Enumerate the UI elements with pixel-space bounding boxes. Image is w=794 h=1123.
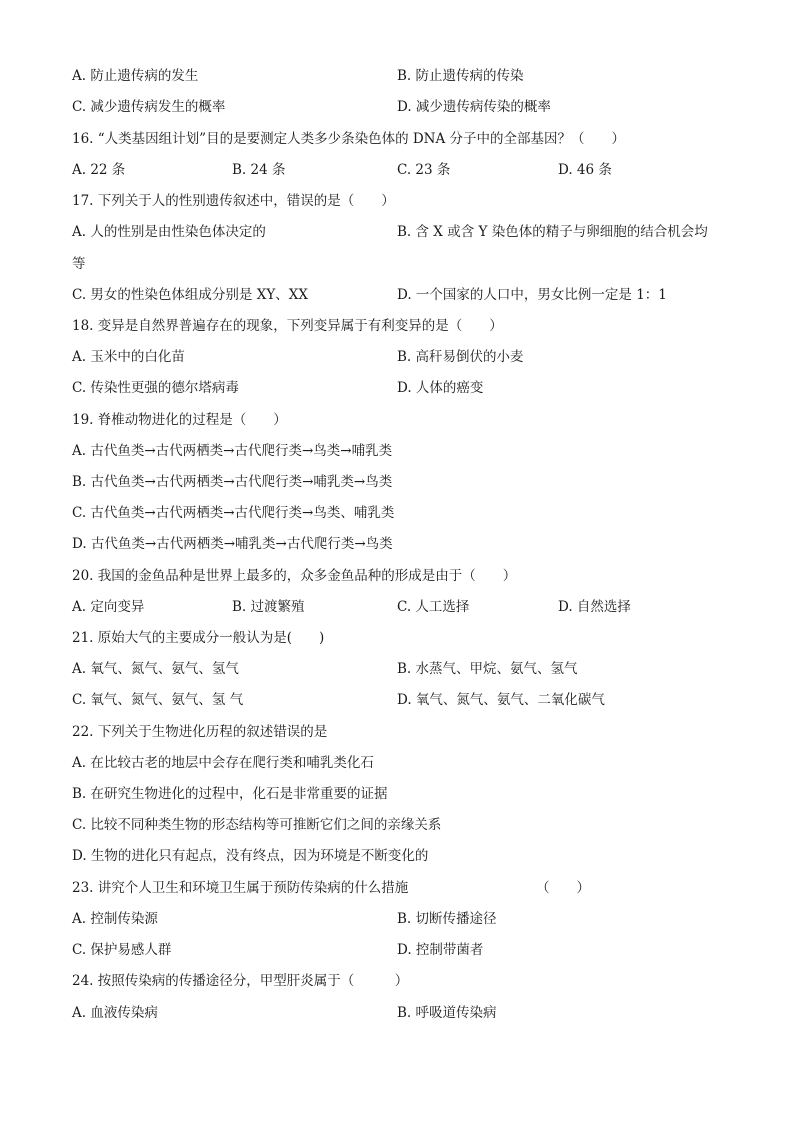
q21-option-c: C. 氧气、氮气、氨气、氢 气 xyxy=(72,692,244,708)
q15-option-a: A. 防止遗传病的发生 xyxy=(72,68,199,84)
q17-option-b: B. 含 X 或含 Y 染色体的精子与卵细胞的结合机会均 xyxy=(397,224,708,240)
q21-stem: 21. 原始大气的主要成分一般认为是( ) xyxy=(72,630,325,646)
q17-option-a: A. 人的性别是由性染色体决定的 xyxy=(72,224,266,240)
q15-option-d: D. 减少遗传病传染的概率 xyxy=(397,99,551,115)
q23-option-c: C. 保护易感人群 xyxy=(72,942,172,958)
q20-option-a: A. 定向变异 xyxy=(72,599,145,615)
q22-option-d: D. 生物的进化只有起点，没有终点，因为环境是不断变化的 xyxy=(72,848,429,864)
q23-option-a: A. 控制传染源 xyxy=(72,911,158,927)
q18-option-d: D. 人体的癌变 xyxy=(397,380,484,396)
q19-option-b: B. 古代鱼类→古代两栖类→古代爬行类→哺乳类→鸟类 xyxy=(72,474,393,490)
q16-option-a: A. 22 条 xyxy=(72,162,126,178)
q20-option-b: B. 过渡繁殖 xyxy=(232,599,305,615)
q18-option-b: B. 高秆易倒伏的小麦 xyxy=(397,349,524,365)
q24-option-a: A. 血液传染病 xyxy=(72,1005,158,1021)
q24-stem: 24. 按照传染病的传播途径分，甲型肝炎属于（ ） xyxy=(72,973,409,989)
q17-option-b-continued: 等 xyxy=(72,256,86,272)
q16-stem: 16. “人类基因组计划”目的是要测定人类多少条染色体的 DNA 分子中的全部基因？（ ） xyxy=(72,131,626,147)
q23-option-b: B. 切断传播途径 xyxy=(397,911,497,927)
q22-option-a: A. 在比较古老的地层中会存在爬行类和哺乳类化石 xyxy=(72,755,374,771)
q18-stem: 18. 变异是自然界普遍存在的现象，下列变异属于有利变异的是（ ） xyxy=(72,318,503,334)
q21-option-d: D. 氧气、氮气、氨气、二氧化碳气 xyxy=(397,692,605,708)
q20-option-c: C. 人工选择 xyxy=(397,599,470,615)
q19-option-d: D. 古代鱼类→古代两栖类→哺乳类→古代爬行类→鸟类 xyxy=(72,536,393,552)
q17-option-c: C. 男女的性染色体组成分别是 XY、XX xyxy=(72,287,308,303)
q22-stem: 22. 下列关于生物进化历程的叙述错误的是 xyxy=(72,724,328,740)
q16-option-c: C. 23 条 xyxy=(397,162,451,178)
q19-option-c: C. 古代鱼类→古代两栖类→古代爬行类→鸟类、哺乳类 xyxy=(72,505,395,521)
q15-option-c: C. 减少遗传病发生的概率 xyxy=(72,99,226,115)
q23-answer-paren: （ ） xyxy=(536,880,590,896)
q21-option-a: A. 氧气、氮气、氨气、氢气 xyxy=(72,661,239,677)
q24-option-b: B. 呼吸道传染病 xyxy=(397,1005,497,1021)
q21-option-b: B. 水蒸气、甲烷、氨气、氢气 xyxy=(397,661,578,677)
q20-option-d: D. 自然选择 xyxy=(558,599,631,615)
q16-option-b: B. 24 条 xyxy=(232,162,286,178)
q20-stem: 20. 我国的金鱼品种是世界上最多的，众多金鱼品种的形成是由于（ ） xyxy=(72,568,517,584)
q15-option-b: B. 防止遗传病的传染 xyxy=(397,68,524,84)
q18-option-a: A. 玉米中的白化苗 xyxy=(72,349,185,365)
q23-option-d: D. 控制带菌者 xyxy=(397,942,484,958)
q19-stem: 19. 脊椎动物进化的过程是（ ） xyxy=(72,412,287,428)
q22-option-c: C. 比较不同种类生物的形态结构等可推断它们之间的亲缘关系 xyxy=(72,817,442,833)
q22-option-b: B. 在研究生物进化的过程中，化石是非常重要的证据 xyxy=(72,786,388,802)
q16-option-d: D. 46 条 xyxy=(558,162,612,178)
q23-stem: 23. 讲究个人卫生和环境卫生属于预防传染病的什么措施 xyxy=(72,880,409,896)
q17-option-d: D. 一个国家的人口中，男女比例一定是 1：1 xyxy=(397,287,667,303)
q19-option-a: A. 古代鱼类→古代两栖类→古代爬行类→鸟类→哺乳类 xyxy=(72,443,393,459)
q18-option-c: C. 传染性更强的德尔塔病毒 xyxy=(72,380,239,396)
q17-stem: 17. 下列关于人的性别遗传叙述中，错误的是（ ） xyxy=(72,193,395,209)
